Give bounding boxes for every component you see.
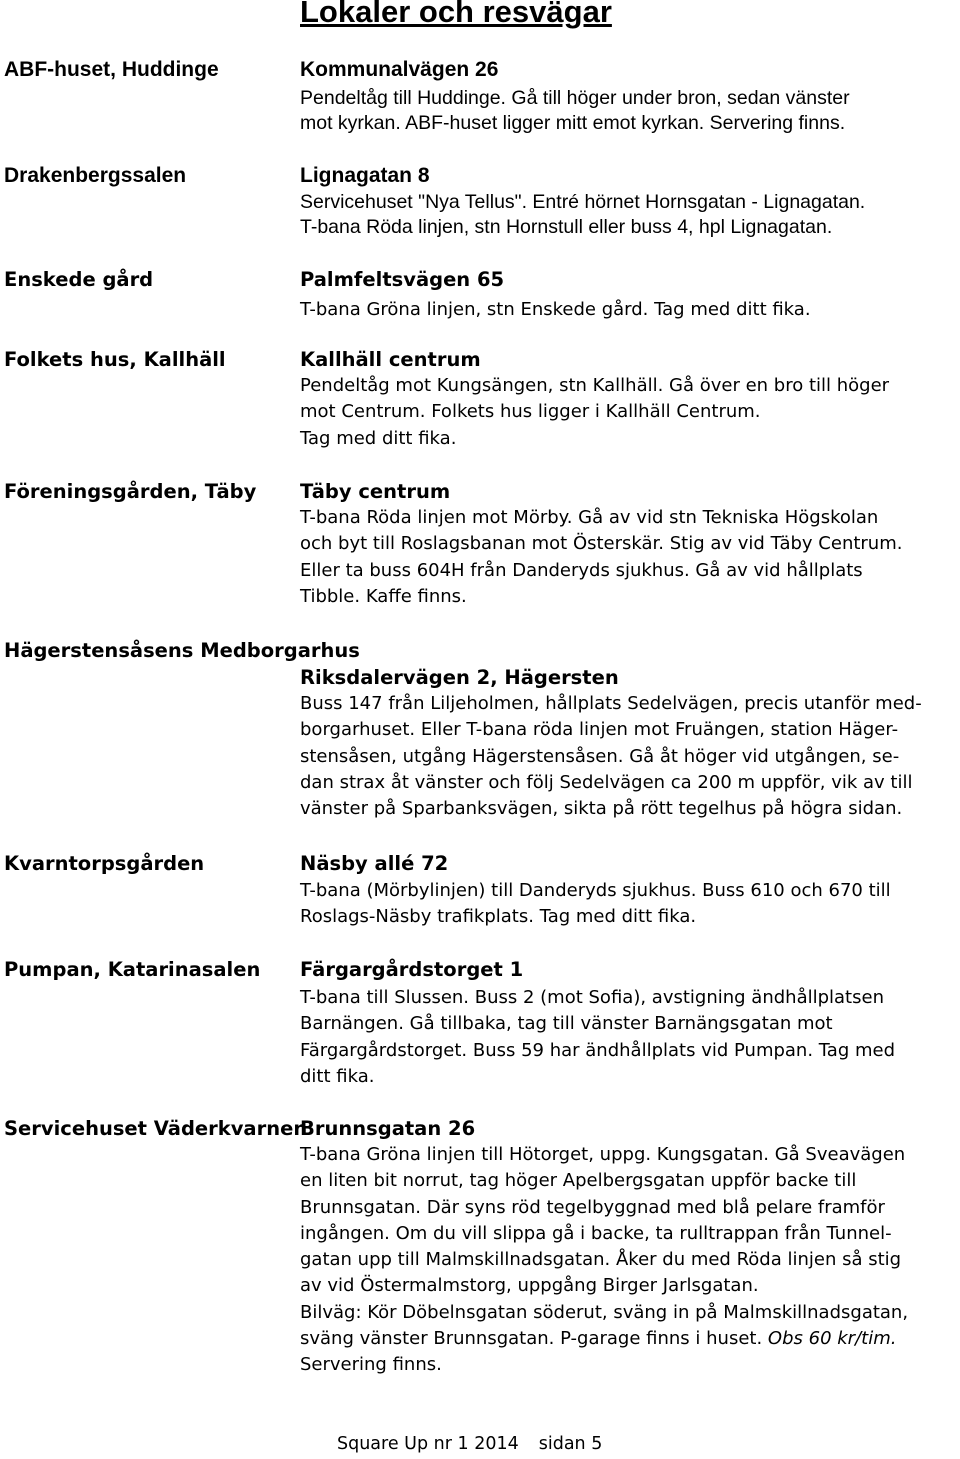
directions-line: T-bana Röda linjen, stn Hornstull eller buss 4, hpl Lignagatan. bbox=[300, 216, 833, 238]
venue-name: Pumpan, Katarinasalen bbox=[4, 958, 261, 981]
venue-address: Kallhäll centrum bbox=[300, 348, 481, 371]
directions-line: av vid Östermalmstorg, uppgång Birger Jarlsgatan. bbox=[300, 1275, 759, 1297]
venue-address: Riksdalervägen 2, Hägersten bbox=[300, 666, 619, 689]
venue-directions bbox=[300, 1142, 950, 1379]
directions-line: Pendeltåg till Huddinge. Gå till höger under bron, sedan vänster bbox=[300, 87, 850, 109]
directions-line: dan strax åt vänster och följ Sedelvägen ca 200 m uppför, vik av till bbox=[300, 771, 913, 793]
venue-name: Enskede gård bbox=[4, 268, 154, 291]
directions-line: gatan upp till Malmskillnadsgatan. Åker du med Röda linjen så stig bbox=[300, 1249, 902, 1271]
publication-name: Square Up nr 1 2014 bbox=[337, 1434, 519, 1454]
directions-line: mot Centrum. Folkets hus ligger i Kallhäll Centrum. bbox=[300, 401, 761, 423]
venue-name: Föreningsgården, Täby bbox=[4, 480, 257, 503]
venue-name: Servicehuset Väderkvarnen bbox=[4, 1117, 308, 1140]
page-number: sidan 5 bbox=[538, 1434, 603, 1454]
venue-address: Brunnsgatan 26 bbox=[300, 1117, 476, 1140]
venue-name: Drakenbergssalen bbox=[4, 164, 187, 187]
venue-directions bbox=[300, 373, 950, 452]
directions-text: sväng vänster Brunnsgatan. P-garage finns i huset. bbox=[300, 1328, 763, 1350]
venue-address: Lignagatan 8 bbox=[300, 164, 430, 187]
venue-address: Täby centrum bbox=[300, 480, 451, 503]
venue-directions bbox=[300, 297, 950, 323]
venue-directions bbox=[300, 985, 950, 1090]
directions-line: Pendeltåg mot Kungsängen, stn Kallhäll. Gå över en bro till höger bbox=[300, 375, 890, 396]
directions-line: och byt till Roslagsbanan mot Österskär. Stig av vid Täby Centrum. bbox=[300, 533, 903, 555]
venue-directions bbox=[300, 86, 950, 136]
directions-line: Servering finns. bbox=[300, 1354, 442, 1376]
directions-line: Brunnsgatan. Där syns röd tegelbyggnad med blå pelare framför bbox=[300, 1196, 885, 1218]
page-title: Lokaler och resvägar bbox=[300, 0, 612, 29]
venue-name: Kvarntorpsgården bbox=[4, 852, 205, 875]
directions-line: T-bana (Mörbylinjen) till Danderyds sjukhus. Buss 610 och 670 till bbox=[300, 880, 891, 901]
directions-line: T-bana Röda linjen mot Mörby. Gå av vid stn Tekniska Högskolan bbox=[300, 507, 879, 528]
venue-address: Näsby allé 72 bbox=[300, 852, 449, 875]
directions-line: vänster på Sparbanksvägen, sikta på rött tegelhus på högra sidan. bbox=[300, 798, 903, 820]
directions-line: mot kyrkan. ABF-huset ligger mitt emot kyrkan. Servering finns. bbox=[300, 112, 846, 134]
directions-line: ditt fika. bbox=[300, 1065, 375, 1087]
directions-line bbox=[300, 1326, 950, 1352]
directions-line: T-bana Gröna linjen, stn Enskede gård. Tag med ditt fika. bbox=[300, 299, 811, 320]
venue-name: Hägerstensåsens Medborgarhus bbox=[4, 639, 360, 662]
directions-line: Buss 147 från Liljeholmen, hållplats Sedelvägen, precis utanför med- bbox=[300, 693, 922, 714]
directions-line: Tag med ditt fika. bbox=[300, 427, 457, 449]
directions-line: Servicehuset "Nya Tellus". Entré hörnet Hornsgatan - Lignagatan. bbox=[300, 191, 866, 213]
venue-name: ABF-huset, Huddinge bbox=[4, 58, 219, 81]
venue-address: Kommunalvägen 26 bbox=[300, 58, 499, 81]
directions-line: en liten bit norrut, tag höger Apelbergsgatan uppför backe till bbox=[300, 1170, 857, 1192]
directions-line: Tibble. Kaffe finns. bbox=[300, 585, 467, 607]
directions-line: Bilväg: Kör Döbelnsgatan söderut, sväng in på Malmskillnadsgatan, bbox=[300, 1301, 909, 1323]
venue-directions bbox=[300, 878, 950, 931]
page-footer bbox=[337, 1434, 602, 1454]
directions-line: Färgargårdstorget. Buss 59 har ändhållplats vid Pumpan. Tag med bbox=[300, 1039, 896, 1061]
venue-directions bbox=[300, 691, 950, 822]
venue-directions bbox=[300, 505, 950, 610]
directions-line: Eller ta buss 604H från Danderyds sjukhus. Gå av vid hållplats bbox=[300, 559, 863, 581]
directions-line: ingången. Om du vill slippa gå i backe, ta rulltrappan från Tunnel- bbox=[300, 1222, 892, 1244]
directions-line: Roslags-Näsby trafikplats. Tag med ditt fika. bbox=[300, 906, 697, 928]
parking-price-note: Obs 60 kr/tim. bbox=[767, 1328, 897, 1350]
directions-line: Barnängen. Gå tillbaka, tag till vänster Barnängsgatan mot bbox=[300, 1013, 833, 1035]
venue-address: Palmfeltsvägen 65 bbox=[300, 268, 505, 291]
venue-directions bbox=[300, 190, 950, 240]
directions-line: borgarhuset. Eller T-bana röda linjen mot Fruängen, station Häger- bbox=[300, 719, 899, 741]
directions-line: T-bana Gröna linjen till Hötorget, uppg. Kungsgatan. Gå Sveavägen bbox=[300, 1144, 906, 1165]
directions-line: stensåsen, utgång Hägerstensåsen. Gå åt höger vid utgången, se- bbox=[300, 745, 900, 767]
venue-address: Färgargårdstorget 1 bbox=[300, 958, 524, 981]
venue-name: Folkets hus, Kallhäll bbox=[4, 348, 226, 371]
directions-line: T-bana till Slussen. Buss 2 (mot Sofia), avstigning ändhållplatsen bbox=[300, 987, 884, 1008]
